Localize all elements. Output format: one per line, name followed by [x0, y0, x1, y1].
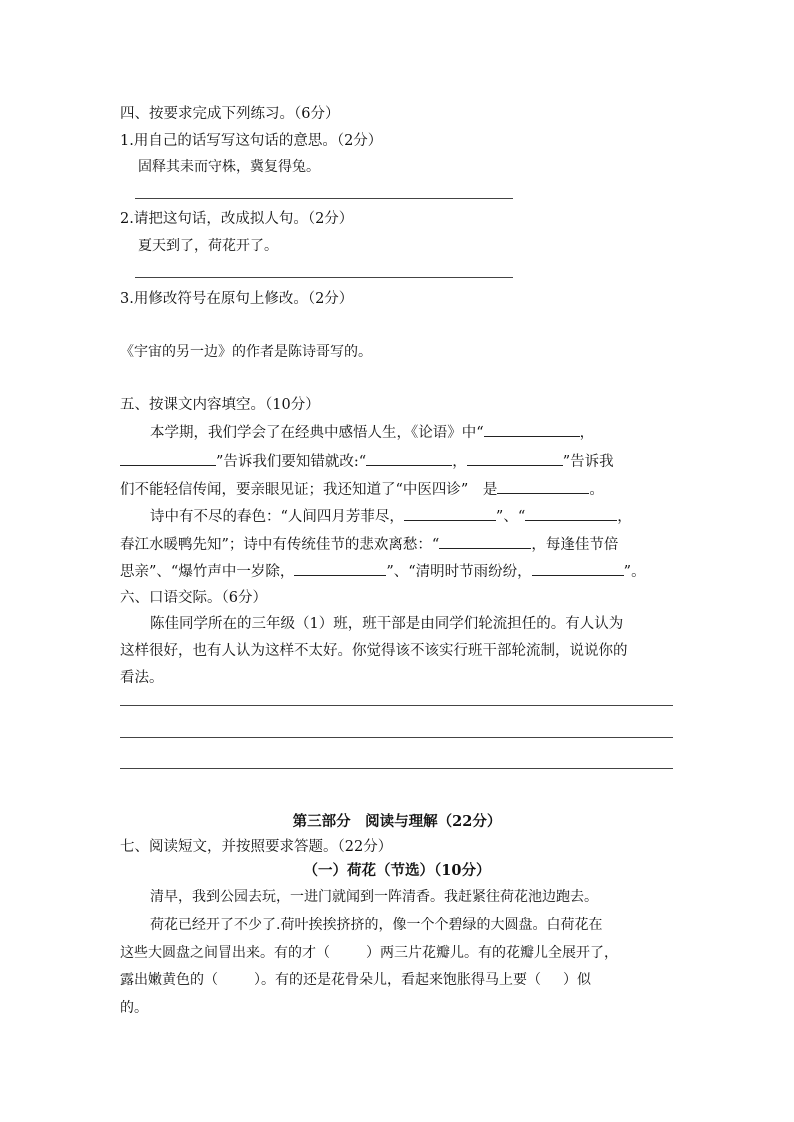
text: ）似 [563, 972, 591, 988]
text: ”告诉我们要知错就改:“ [216, 454, 367, 470]
section6-heading: 六、口语交际。（6分） [120, 590, 267, 606]
answer-line-2[interactable] [120, 737, 673, 738]
blank-9[interactable] [294, 561, 386, 576]
text: 。 [589, 482, 604, 498]
section5-line-3 [120, 479, 604, 500]
section5-line-4 [150, 506, 632, 527]
q1-prompt: 1.用自己的话写写这句话的意思。（2分） [120, 133, 383, 149]
text: ， [617, 509, 632, 525]
blank-6[interactable] [404, 506, 496, 521]
section6-paragraph-2: 这样很好，也有人认为这样不太好。你觉得该不该实行班干部轮流制，说说你的 [120, 643, 628, 659]
answer-line-3[interactable] [120, 768, 673, 769]
text: ，每逢佳节倍 [531, 537, 619, 553]
text: 春江水暖鸭先知”；诗中有传统佳节的悲欢离愁：“ [120, 537, 440, 553]
section6-paragraph-1: 陈佳同学所在的三年级（1）班，班干部是由同学们轮流担任的。有人认为 [150, 616, 624, 632]
text: ）两三片花瓣儿。有的花瓣儿全展开了， [366, 945, 618, 961]
section5-line-1 [150, 422, 594, 443]
section5-heading: 五、按课文内容填空。（10分） [120, 397, 320, 413]
blank-8[interactable] [439, 534, 531, 549]
q3-prompt: 3.用修改符号在原句上修改。（2分） [120, 291, 354, 307]
passage-line-4 [120, 970, 591, 990]
text: ）。有的还是花骨朵儿，看起来饱胀得马上要（ [254, 972, 541, 988]
answer-line-1[interactable] [120, 705, 673, 706]
blank-2[interactable] [120, 451, 216, 466]
section6-paragraph-3: 看法。 [120, 670, 164, 686]
section4-heading: 四、按要求完成下列练习。（6分） [120, 106, 340, 122]
passage-line-2: 荷花已经开了不少了.荷叶挨挨挤挤的，像一个个碧绿的大圆盘。白荷花在 [150, 917, 603, 933]
q1-answer-line[interactable] [135, 198, 513, 199]
passage-line-3 [120, 943, 618, 963]
blank-1[interactable] [484, 422, 580, 437]
text: 们不能轻信传闻，要亲眼见证；我还知道了“中医四诊” 是 [120, 482, 498, 498]
text: 这些大圆盘之间冒出来。有的才（ [120, 945, 330, 961]
q3-sentence: 《宇宙的另一边》的作者是陈诗哥写的。 [120, 344, 372, 360]
blank-7[interactable] [525, 506, 617, 521]
passage-line-1: 清早，我到公园去玩，一进门就闻到一阵清香。我赶紧往荷花池边跑去。 [150, 889, 598, 905]
blank-10[interactable] [532, 561, 624, 576]
section5-line-5 [120, 534, 618, 555]
text: ”告诉我 [562, 454, 614, 470]
part3-title: 第三部分 阅读与理解（22分） [292, 813, 502, 830]
q7-heading: 七、阅读短文，并按照要求答题。（22分） [120, 839, 393, 855]
text: 诗中有不尽的春色：“人间四月芳菲尽， [150, 509, 404, 525]
passage-title: （一）荷花（节选）（10分） [303, 862, 491, 879]
text: ”。 [623, 564, 646, 580]
blank-4[interactable] [467, 451, 563, 466]
q2-sentence: 夏天到了，荷花开了。 [138, 238, 278, 254]
text: 思亲”、“爆竹声中一岁除， [120, 564, 295, 580]
section5-line-2 [120, 451, 614, 472]
blank-5[interactable] [497, 479, 589, 494]
blank-3[interactable] [366, 451, 452, 466]
q1-sentence: 固释其耒而守株，冀复得兔。 [138, 159, 320, 175]
q2-answer-line[interactable] [135, 277, 513, 278]
text: 本学期，我们学会了在经典中感悟人生，《论语》中“ [150, 425, 484, 441]
text: ， [579, 425, 595, 441]
q2-prompt: 2.请把这句话，改成拟人句。（2分） [120, 211, 354, 227]
passage-line-5: 的。 [120, 1000, 148, 1016]
text: ， [452, 454, 467, 470]
text: 露出嫩黄色的（ [120, 972, 218, 988]
section5-line-6 [120, 561, 646, 582]
text: ”、“ [495, 509, 526, 525]
text: ”、“清明时节雨纷纷， [386, 564, 532, 580]
